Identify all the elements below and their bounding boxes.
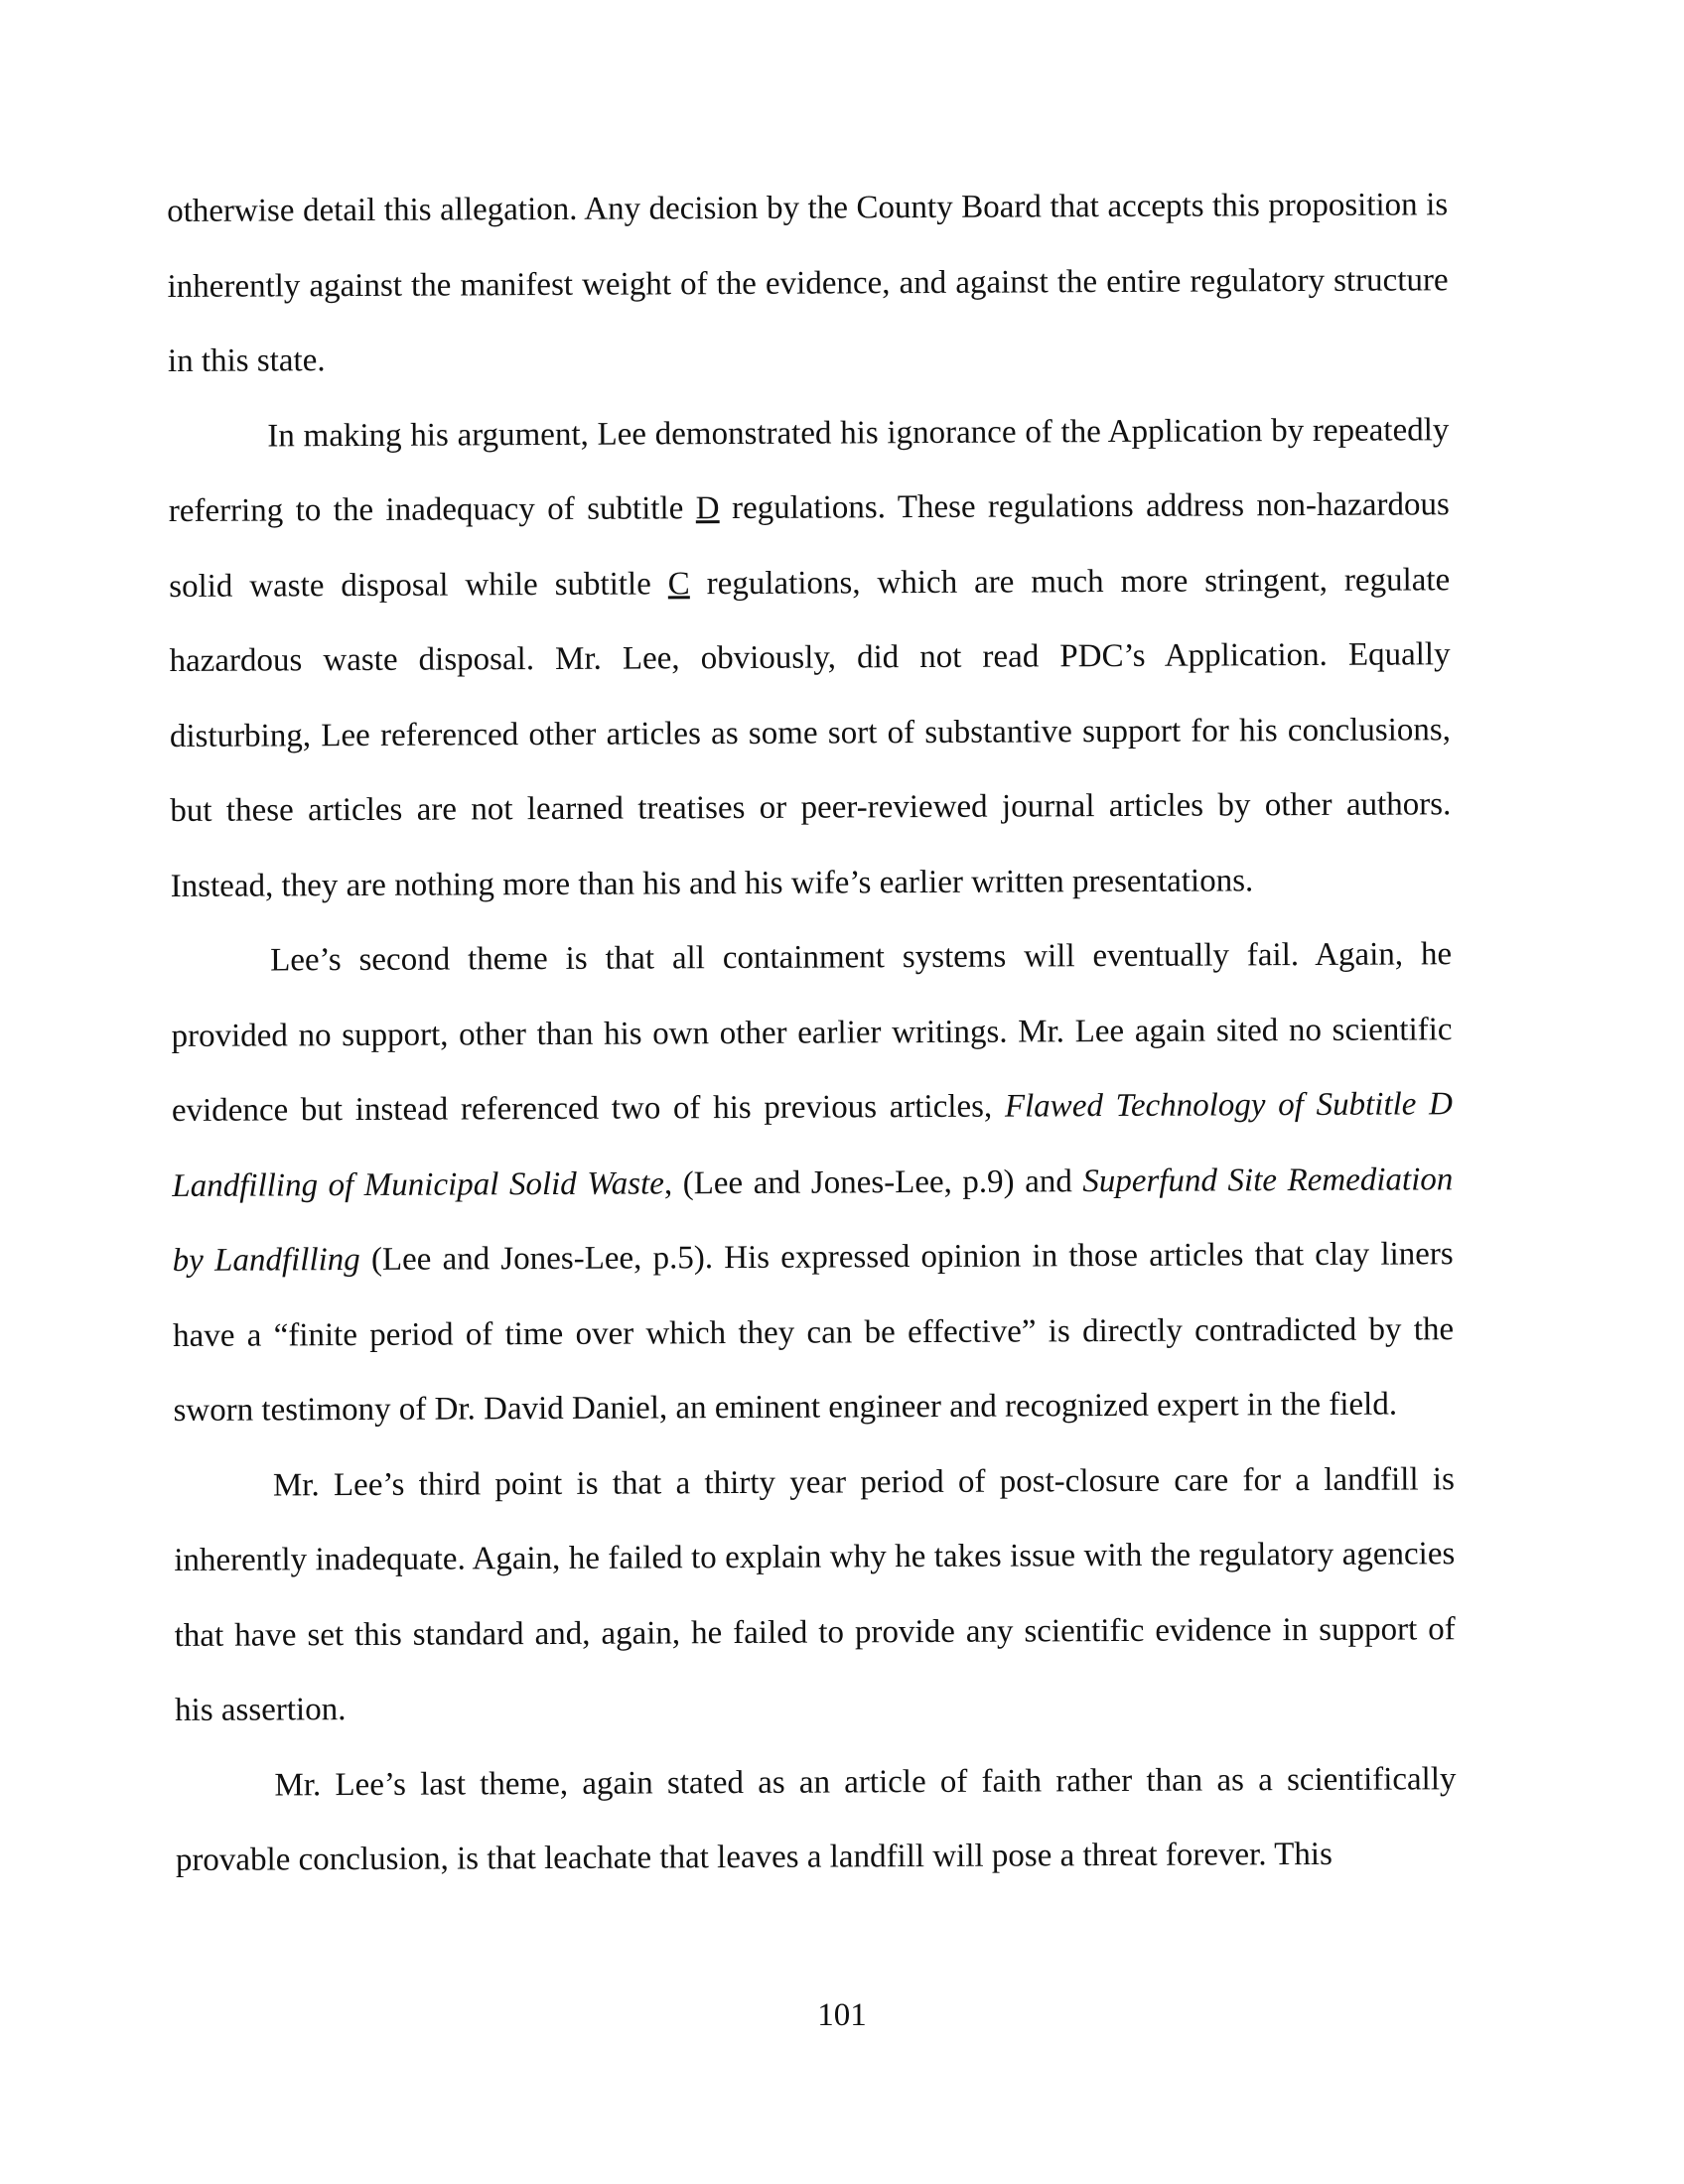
page-number: 101 (817, 1997, 867, 2033)
paragraph-text: (Lee and Jones-Lee, p.5). His expressed opinion in those articles that clay liners have a “finite period of time over which they can be effective” is directly contradicted by the sworn testimony of Dr. David Daniel, an eminent engineer and recognized expert in the field. (173, 1236, 1455, 1429)
paragraph-subtitle-regulations (168, 393, 1452, 924)
paragraph-text: In making his argument, Lee demonstrated his ignorance of the Application by repeatedly referring to the inadequacy of subtitle (168, 411, 1450, 529)
paragraph-leachate-threat: Mr. Lee’s last theme, again stated as an article of faith rather than as a scientifically provable conclusion, is that leachate that leaves a landfill will pose a threat forever. This (175, 1760, 1457, 1878)
article-title-flawed-technology: Flawed Technology of Subtitle D Landfilling of Municipal Solid Waste (172, 1086, 1454, 1204)
paragraph-post-closure-care: Mr. Lee’s third point is that a thirty year period of post-closure care for a landfill is inherently inadequate. Again, he failed to explain why he takes issue with the regulatory agencies that have set this standard and, again, he failed to provide any scientific evidence in support of his assertion. (174, 1460, 1456, 1728)
paragraph-text: , (Lee and Jones-Lee, p.9) and (663, 1162, 1083, 1201)
paragraph-continuation: otherwise detail this allegation. Any decision by the County Board that accepts this proposition is inherently against the manifest weight of the evidence, and against the entire regulatory structure in this state. (167, 187, 1449, 379)
paragraph-containment-failure (171, 917, 1455, 1448)
paragraph-text: regulations. These regulations address non-hazardous solid waste disposal while subtitle (169, 486, 1450, 605)
article-title-superfund: Superfund Site Remediation by Landfilling (172, 1160, 1454, 1279)
document-body (167, 168, 1457, 1898)
underlined-subtitle-d: D (695, 490, 720, 527)
underlined-subtitle-c: C (667, 565, 690, 602)
paragraph-text: regulations, which are much more stringent, regulate hazardous waste disposal. Mr. Lee, obviously, did not read PDC’s Application. Equally disturbing, Lee referenced other articles as some sort of substantive support for his conclusions, but these articles are not learned treatises or peer-reviewed journal articles by other authors. Instead, they are nothing more than his and his wife’s earlier written presentations. (169, 561, 1452, 904)
paragraph-text: Lee’s second theme is that all containment systems will eventually fail. Again, he provided no support, other than his own other earlier writings. Mr. Lee again sited no scientific evidence but instead referenced two of his previous articles, (171, 936, 1453, 1129)
